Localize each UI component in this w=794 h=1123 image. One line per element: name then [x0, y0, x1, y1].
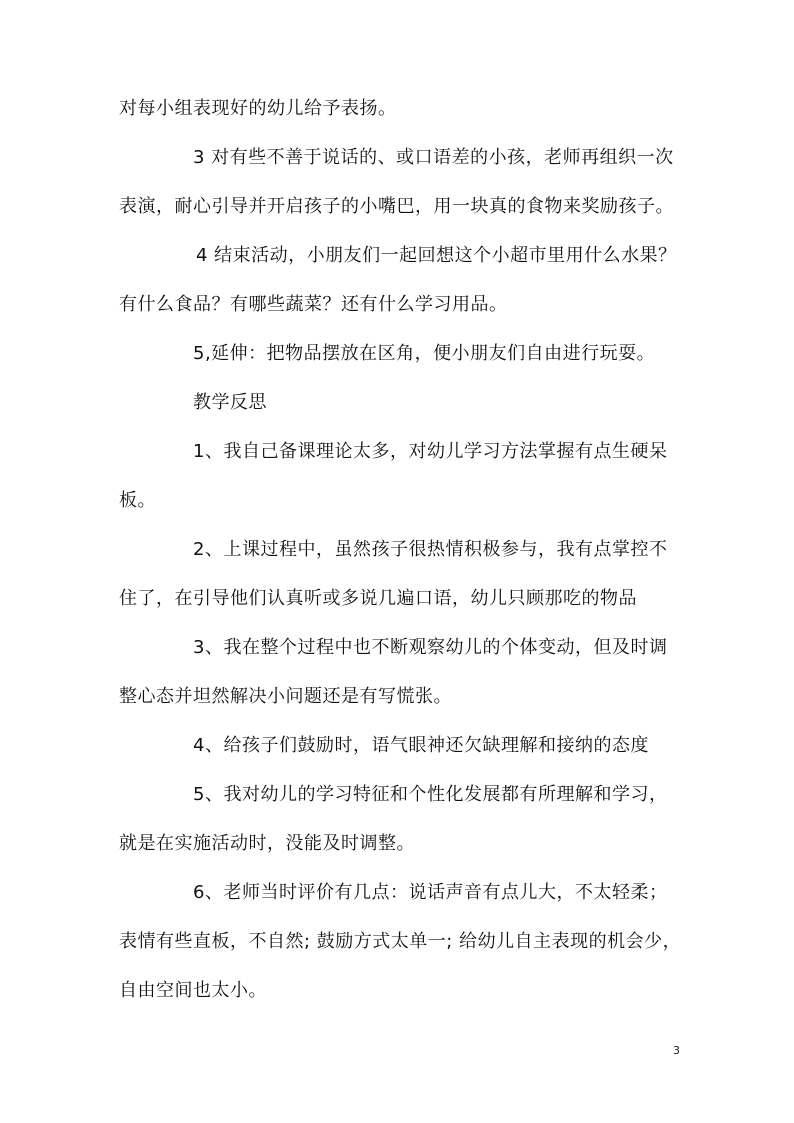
text-line-1: 对每小组表现好的幼儿给予表扬。 — [119, 98, 397, 119]
text-line-2: 3 对有些不善于说话的、或口语差的小孩，老师再组织一次 — [193, 147, 674, 168]
text-line-17: 6、老师当时评价有几点：说话声音有点儿大，不太轻柔； — [193, 882, 668, 903]
text-line-6: 5,延伸：把物品摆放在区角，便小朋友们自由进行玩耍。 — [193, 343, 656, 364]
text-line-13: 整心态并坦然解决小问题还是有写慌张。 — [119, 686, 452, 707]
text-line-5: 有什么食品？有哪些蔬菜？还有什么学习用品。 — [119, 294, 508, 315]
text-line-18: 表情有些直板，不自然; 鼓励方式太单一; 给幼儿自主表现的机会少， — [119, 931, 682, 952]
text-line-11: 住了，在引导他们认真听或多说几遍口语，幼儿只顾那吃的物品 — [119, 588, 637, 609]
text-line-15: 5、我对幼儿的学习特征和个性化发展都有所理解和学习， — [193, 784, 668, 805]
text-line-10: 2、上课过程中，虽然孩子很热情积极参与，我有点掌控不 — [193, 539, 668, 560]
text-line-12: 3、我在整个过程中也不断观察幼儿的个体变动，但及时调 — [193, 637, 668, 658]
text-line-9: 板。 — [119, 490, 156, 511]
page-number: 3 — [673, 1044, 680, 1057]
text-line-16: 就是在实施活动时，没能及时调整。 — [119, 833, 415, 854]
text-line-3: 表演，耐心引导并开启孩子的小嘴巴，用一块真的食物来奖励孩子。 — [119, 196, 674, 217]
text-line-14: 4、给孩子们鼓励时，语气眼神还欠缺理解和接纳的态度 — [193, 735, 649, 756]
section-heading-teaching-reflection: 教学反思 — [193, 392, 267, 413]
text-line-4: 4 结束活动，小朋友们一起回想这个小超市里用什么水果？ — [196, 245, 677, 266]
text-line-19: 自由空间也太小。 — [119, 980, 267, 1001]
text-line-8: 1、我自己备课理论太多，对幼儿学习方法掌握有点生硬呆 — [193, 441, 668, 462]
